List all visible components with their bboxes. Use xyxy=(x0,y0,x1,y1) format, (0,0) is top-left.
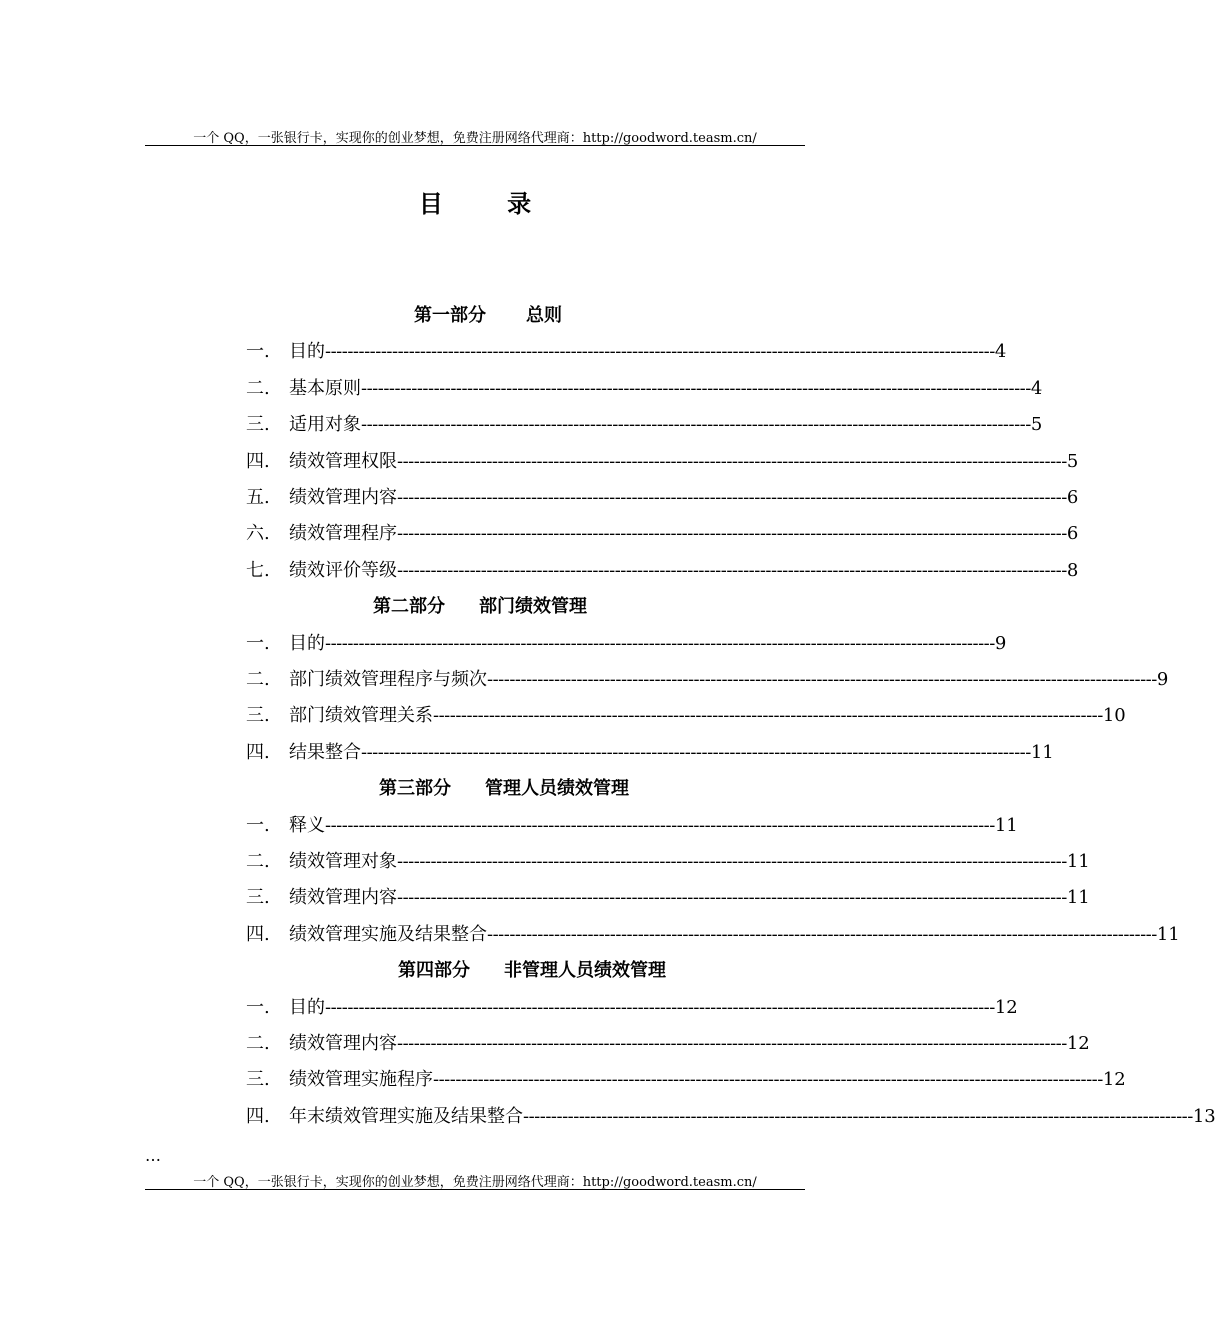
toc-entry-label: 绩效评价等级 xyxy=(289,559,397,581)
toc-entry-number: 一. xyxy=(246,341,270,363)
toc-entry-page: 11 xyxy=(1156,923,1180,945)
toc-entry-number: 四. xyxy=(246,741,270,763)
toc-leader-dashes: ------------------------------------------------------------------------------------------------------------------------ xyxy=(325,341,995,363)
toc-entry-body xyxy=(289,340,1007,364)
toc-entry-body xyxy=(289,632,1007,656)
toc-entry-body xyxy=(289,1032,1090,1056)
toc-entry-page: 11 xyxy=(1030,741,1054,763)
toc-leader-dashes: ------------------------------------------------------------------------------------------------------------------------ xyxy=(397,559,1067,581)
toc-entry[interactable] xyxy=(246,486,1079,510)
toc-entry-label: 基本原则 xyxy=(289,377,361,399)
toc-leader-dashes: ------------------------------------------------------------------------------------------------------------------------ xyxy=(397,887,1067,909)
toc-entry-body xyxy=(289,559,1079,583)
toc-entry-number: 四. xyxy=(246,1105,270,1127)
toc-entry-page: 11 xyxy=(994,814,1018,836)
toc-entry-number: 四. xyxy=(246,923,270,945)
toc-leader-dashes: ------------------------------------------------------------------------------------------------------------------------ xyxy=(433,1069,1103,1091)
toc-entry-label: 绩效管理内容 xyxy=(289,487,397,508)
toc-entry-page: 12 xyxy=(1102,1069,1126,1091)
toc-entry-body xyxy=(289,704,1126,728)
toc-entry-page: 9 xyxy=(1156,669,1169,690)
part-label: 第四部分 xyxy=(398,960,470,982)
toc-entry[interactable] xyxy=(246,377,1043,401)
toc-entry-label: 绩效管理实施及结果整合 xyxy=(289,923,487,945)
toc-part-heading xyxy=(398,959,666,983)
toc-entry-number: 四. xyxy=(246,450,270,472)
toc-entry-body xyxy=(289,377,1043,401)
toc-entry-number: 一. xyxy=(246,632,270,654)
toc-entry-number: 二. xyxy=(246,851,270,872)
toc-entry-page: 13 xyxy=(1192,1105,1216,1127)
toc-entry-number: 二. xyxy=(246,377,270,399)
toc-entry-page: 8 xyxy=(1066,559,1079,581)
toc-entry-body xyxy=(289,741,1054,765)
toc-entry-page: 12 xyxy=(1066,1033,1090,1054)
toc-entry-body xyxy=(289,886,1090,910)
toc-leader-dashes: ------------------------------------------------------------------------------------------------------------------------ xyxy=(361,741,1031,763)
toc-entry-label: 绩效管理权限 xyxy=(289,450,397,472)
toc-entry-page: 11 xyxy=(1066,851,1090,872)
part-title: 管理人员绩效管理 xyxy=(485,778,629,800)
toc-entry-body xyxy=(289,668,1169,692)
toc-entry-label: 目的 xyxy=(289,632,325,654)
toc-leader-dashes: ------------------------------------------------------------------------------------------------------------------------ xyxy=(397,523,1067,545)
toc-leader-dashes: ------------------------------------------------------------------------------------------------------------------------ xyxy=(325,996,995,1018)
part-label: 第二部分 xyxy=(373,596,445,618)
continuation-ellipsis: … xyxy=(145,1146,161,1165)
toc-entry-number: 一. xyxy=(246,814,270,836)
toc-entry-body xyxy=(289,1068,1126,1092)
toc-entry-number: 三. xyxy=(246,1069,270,1091)
toc-entry[interactable] xyxy=(246,996,1018,1020)
toc-entry-number: 三. xyxy=(246,414,270,436)
toc-entry-number: 二. xyxy=(246,669,270,690)
toc-entry-page: 6 xyxy=(1066,487,1079,508)
toc-entry-label: 绩效管理内容 xyxy=(289,887,397,909)
toc-entry-number: 六. xyxy=(246,523,270,545)
toc-entry-page: 6 xyxy=(1066,523,1079,545)
page-footer-text: 一个 QQ，一张银行卡，实现你的创业梦想，免费注册网络代理商：http://goodword.teasm.cn/ xyxy=(193,1175,757,1190)
toc-leader-dashes: ------------------------------------------------------------------------------------------------------------------------ xyxy=(397,450,1067,472)
toc-entry-label: 目的 xyxy=(289,341,325,363)
toc-entry-body xyxy=(289,413,1043,437)
toc-entry-label: 绩效管理程序 xyxy=(289,523,397,545)
toc-entry-body xyxy=(289,522,1079,546)
part-title: 总则 xyxy=(526,305,562,326)
toc-leader-dashes: ------------------------------------------------------------------------------------------------------------------------ xyxy=(523,1105,1193,1127)
toc-part-heading xyxy=(373,595,587,619)
toc-entry[interactable] xyxy=(246,450,1079,474)
toc-entry-page: 9 xyxy=(994,632,1007,654)
toc-entry[interactable] xyxy=(246,413,1043,437)
page-header-text: 一个 QQ，一张银行卡，实现你的创业梦想，免费注册网络代理商：http://goodword.teasm.cn/ xyxy=(193,131,757,146)
toc-entry[interactable] xyxy=(246,522,1079,546)
toc-entry[interactable] xyxy=(246,814,1018,838)
toc-entry-body xyxy=(289,923,1180,947)
toc-part-heading xyxy=(414,304,562,328)
toc-entry-number: 一. xyxy=(246,996,270,1018)
toc-entry[interactable] xyxy=(246,559,1079,583)
header-rule xyxy=(145,145,805,146)
toc-entry-number: 三. xyxy=(246,705,270,727)
part-label: 第三部分 xyxy=(379,778,451,800)
toc-entry-label: 绩效管理内容 xyxy=(289,1033,397,1054)
toc-leader-dashes: ------------------------------------------------------------------------------------------------------------------------ xyxy=(361,377,1031,399)
toc-entry[interactable] xyxy=(246,850,1090,874)
toc-entry-label: 释义 xyxy=(289,814,325,836)
part-label: 第一部分 xyxy=(414,305,486,326)
toc-entry-label: 适用对象 xyxy=(289,414,361,436)
toc-entry[interactable] xyxy=(246,923,1180,947)
toc-entry-page: 4 xyxy=(1030,377,1043,399)
toc-leader-dashes: ------------------------------------------------------------------------------------------------------------------------ xyxy=(361,414,1031,436)
part-title: 非管理人员绩效管理 xyxy=(504,960,666,982)
toc-entry-label: 结果整合 xyxy=(289,741,361,763)
toc-part-heading xyxy=(379,777,629,801)
toc-leader-dashes: ------------------------------------------------------------------------------------------------------------------------ xyxy=(487,669,1157,690)
toc-entry-label: 绩效管理对象 xyxy=(289,851,397,872)
toc-entry-page: 11 xyxy=(1066,887,1090,909)
part-title: 部门绩效管理 xyxy=(479,596,587,618)
toc-entry[interactable] xyxy=(246,1068,1126,1092)
toc-entry-label: 部门绩效管理关系 xyxy=(289,705,433,727)
toc-entry[interactable] xyxy=(246,632,1007,656)
toc-entry-page: 5 xyxy=(1030,414,1043,436)
toc-entry-page: 4 xyxy=(994,341,1007,363)
toc-entry-label: 年末绩效管理实施及结果整合 xyxy=(289,1105,523,1127)
toc-entry-label: 目的 xyxy=(289,996,325,1018)
toc-entry-number: 二. xyxy=(246,1033,270,1054)
toc-entry-number: 七. xyxy=(246,559,270,581)
toc-entry-body xyxy=(289,450,1079,474)
toc-entry[interactable] xyxy=(246,668,1169,692)
toc-entry[interactable] xyxy=(246,1105,1216,1129)
toc-entry[interactable] xyxy=(246,886,1090,910)
toc-leader-dashes: ------------------------------------------------------------------------------------------------------------------------ xyxy=(397,1033,1067,1054)
toc-title: 目 录 xyxy=(418,189,560,218)
toc-entry-label: 绩效管理实施程序 xyxy=(289,1069,433,1091)
toc-entry-body xyxy=(289,814,1018,838)
toc-entry-body xyxy=(289,996,1018,1020)
toc-leader-dashes: ------------------------------------------------------------------------------------------------------------------------ xyxy=(433,705,1103,727)
footer-rule xyxy=(145,1189,805,1190)
toc-leader-dashes: ------------------------------------------------------------------------------------------------------------------------ xyxy=(397,487,1067,508)
toc-leader-dashes: ------------------------------------------------------------------------------------------------------------------------ xyxy=(397,851,1067,872)
toc-entry-number: 三. xyxy=(246,887,270,909)
toc-entry[interactable] xyxy=(246,1032,1090,1056)
toc-entry[interactable] xyxy=(246,704,1126,728)
toc-leader-dashes: ------------------------------------------------------------------------------------------------------------------------ xyxy=(325,814,995,836)
toc-entry-label: 部门绩效管理程序与频次 xyxy=(289,669,487,690)
toc-entry-page: 10 xyxy=(1102,705,1126,727)
toc-entry-body xyxy=(289,486,1079,510)
toc-entry-body xyxy=(289,1105,1216,1129)
toc-entry-page: 5 xyxy=(1066,450,1079,472)
toc-entry-body xyxy=(289,850,1090,874)
toc-leader-dashes: ------------------------------------------------------------------------------------------------------------------------ xyxy=(325,632,995,654)
toc-entry-page: 12 xyxy=(994,996,1018,1018)
toc-entry[interactable] xyxy=(246,741,1054,765)
toc-entry-number: 五. xyxy=(246,487,270,508)
toc-leader-dashes: ------------------------------------------------------------------------------------------------------------------------ xyxy=(487,923,1157,945)
toc-entry[interactable] xyxy=(246,340,1007,364)
